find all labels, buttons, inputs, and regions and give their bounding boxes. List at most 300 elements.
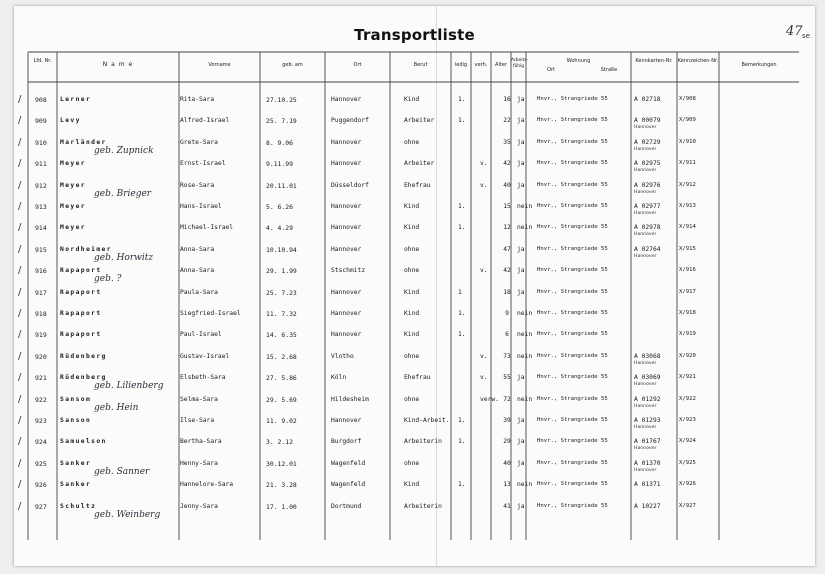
row-number: 921 — [35, 374, 47, 383]
check-mark-icon: / — [18, 436, 22, 448]
age: 35 — [503, 138, 511, 146]
header-wohnung-ort: Ort — [547, 67, 555, 73]
check-mark-icon: / — [18, 115, 22, 127]
id-card-number: A 02976 — [634, 181, 661, 189]
address: Hnvr., Strangriede 55 — [537, 352, 608, 359]
birth-date: 21. 3.28 — [266, 481, 297, 490]
page-title: Transportliste — [354, 26, 475, 44]
age: 73 — [503, 352, 511, 360]
surname: Rüdenberg — [60, 374, 107, 382]
table-row — [14, 92, 815, 114]
header-ledig: ledig — [454, 62, 468, 68]
birth-place: Hildesheim — [331, 395, 369, 403]
id-card-number: A 02764 — [634, 245, 661, 253]
address: Hnvr., Strangriede 55 — [537, 245, 608, 252]
birth-place: Wagenfeld — [331, 481, 366, 489]
mark-number: X/914 — [679, 224, 696, 231]
birth-date: 14. 6.35 — [266, 331, 297, 340]
occupation: Kind — [404, 96, 420, 103]
surname: Marländer — [60, 138, 107, 146]
row-number: 917 — [35, 288, 47, 297]
age: 42 — [503, 160, 511, 168]
address: Hnvr., Strangriede 55 — [537, 459, 608, 466]
row-number: 926 — [35, 481, 47, 490]
birth-date: 25. 7.23 — [266, 288, 297, 297]
age: 29 — [503, 438, 511, 446]
birth-place: Stschmitz — [331, 267, 366, 275]
table-row — [14, 477, 815, 499]
occupation: Ehefrau — [404, 181, 431, 189]
mark-number: X/912 — [679, 181, 696, 188]
address: Hnvr., Strangriede 55 — [537, 374, 608, 381]
given-name: Paul-Israel — [180, 331, 222, 339]
row-number: 925 — [35, 459, 47, 468]
birth-place: Hannover — [331, 96, 362, 103]
birth-place: Dortmund — [331, 502, 362, 510]
birth-place: Hannover — [331, 417, 362, 424]
fit-for-work: ja — [517, 96, 525, 103]
birth-date: 11. 9.02 — [266, 417, 297, 425]
mark-number: X/915 — [679, 245, 696, 252]
address: Hnvr., Strangriede 55 — [537, 138, 608, 145]
age: 15 — [503, 203, 511, 210]
single-mark: 1. — [458, 331, 466, 339]
id-card-number: A 02718 — [634, 96, 661, 103]
birth-place: Puggendorf — [331, 117, 369, 125]
mark-number: X/920 — [679, 352, 696, 359]
header-kennkarte: Kennkarten-Nr. — [635, 58, 673, 64]
married-mark: v. — [480, 267, 488, 275]
mark-number: X/916 — [679, 267, 696, 274]
handwritten-note: geb. Zupnick — [94, 145, 154, 156]
check-mark-icon: / — [18, 350, 22, 362]
birth-date: 29. 1.99 — [266, 267, 297, 276]
address: Hnvr., Strangriede 55 — [537, 331, 608, 338]
row-number: 919 — [35, 331, 47, 340]
surname: Meyer — [60, 160, 86, 168]
fit-for-work: ja — [517, 288, 525, 296]
mark-number: X/921 — [679, 374, 696, 381]
id-card-number: A 01767 — [634, 438, 661, 446]
birth-place: Wagenfeld — [331, 459, 366, 467]
single-mark: 1. — [458, 224, 466, 232]
fit-for-work: ja — [517, 374, 525, 382]
single-mark: 1. — [458, 203, 466, 210]
occupation: Kind — [404, 331, 420, 339]
check-mark-icon: / — [18, 158, 22, 170]
given-name: Elsbeth-Sara — [180, 374, 226, 382]
page-number-suffix: se — [802, 32, 810, 40]
header-alter: Alter — [495, 62, 507, 68]
given-name: Rita-Sara — [180, 96, 215, 103]
given-name: Jenny-Sara — [180, 502, 218, 510]
fit-for-work: nein — [517, 395, 533, 403]
id-card-number: A 03068 — [634, 352, 661, 360]
age: 41 — [503, 502, 511, 510]
check-mark-icon: / — [18, 457, 22, 469]
given-name: Henny-Sara — [180, 459, 218, 467]
age: 39 — [503, 417, 511, 424]
married-mark: v. — [480, 352, 488, 360]
row-number: 908 — [35, 96, 47, 104]
age: 13 — [503, 481, 511, 489]
birth-place: Köln — [331, 374, 347, 382]
id-card-issuer: Hannover — [634, 168, 657, 174]
table-row — [14, 220, 815, 242]
single-mark: 1. — [458, 481, 466, 489]
age: 18 — [503, 288, 511, 296]
age: 40 — [503, 181, 511, 189]
age: 42 — [503, 267, 511, 275]
header-geb: geb. am — [282, 62, 303, 68]
id-card-issuer: Hannover — [634, 211, 657, 216]
birth-place: Hannover — [331, 245, 362, 253]
table-row — [14, 499, 815, 521]
id-card-issuer: Hannover — [634, 146, 657, 152]
row-number: 920 — [35, 352, 47, 361]
mark-number: X/918 — [679, 310, 696, 316]
check-mark-icon: / — [18, 179, 22, 191]
birth-date: 11. 7.32 — [266, 310, 297, 318]
id-card-number: A 02978 — [634, 224, 661, 232]
occupation: ohne — [404, 459, 420, 467]
id-card-number: A 02729 — [634, 138, 661, 146]
header-name: N a m e — [102, 61, 134, 68]
given-name: Siegfried-Israel — [180, 310, 241, 317]
birth-date: 25. 7.19 — [266, 117, 297, 126]
surname: Rüdenberg — [60, 352, 107, 360]
age: 16 — [503, 96, 511, 103]
address: Hnvr., Strangriede 55 — [537, 417, 608, 423]
id-card-issuer: Hannover — [634, 446, 657, 452]
address: Hnvr., Strangriede 55 — [537, 310, 608, 316]
birth-place: Hannover — [331, 310, 362, 317]
surname: Meyer — [60, 181, 86, 189]
check-mark-icon: / — [18, 415, 22, 426]
married-mark: v. — [480, 160, 488, 168]
age: 47 — [503, 245, 511, 253]
given-name: Ilse-Sara — [180, 417, 215, 424]
header-lfd: Lfd. Nr. — [33, 58, 52, 64]
check-mark-icon: / — [18, 329, 22, 341]
age: 9 — [505, 310, 509, 317]
given-name: Anna-Sara — [180, 267, 215, 275]
occupation: ohne — [404, 352, 420, 360]
fit-for-work: ja — [517, 417, 525, 424]
mark-number: X/927 — [679, 502, 696, 509]
handwritten-note: geb. Brieger — [94, 188, 152, 199]
birth-place: Hannover — [331, 224, 362, 232]
table-row — [14, 242, 815, 264]
table-row — [14, 113, 815, 135]
row-number: 922 — [35, 395, 47, 404]
id-card-number: A 01292 — [634, 395, 661, 403]
address: Hnvr., Strangriede 55 — [537, 181, 608, 188]
mark-number: X/913 — [679, 203, 696, 209]
table-row — [14, 434, 815, 456]
single-mark: 1. — [458, 417, 466, 424]
birth-place: Hannover — [331, 203, 362, 210]
fit-for-work: ja — [517, 267, 525, 275]
occupation: Kind — [404, 203, 420, 210]
address: Hnvr., Strangriede 55 — [537, 160, 608, 167]
id-card-issuer: Hannover — [634, 467, 657, 473]
table-row — [14, 263, 815, 285]
surname: Rapaport — [60, 331, 102, 339]
address: Hnvr., Strangriede 55 — [537, 203, 608, 209]
table-row — [14, 178, 815, 200]
given-name: Rose-Sara — [180, 181, 215, 189]
row-number: 909 — [35, 117, 47, 126]
check-mark-icon: / — [18, 136, 22, 148]
address: Hnvr., Strangriede 55 — [537, 267, 608, 274]
birth-date: 9.11.99 — [266, 160, 293, 169]
table-row — [14, 306, 815, 328]
table-row — [14, 370, 815, 392]
id-card-issuer: Hannover — [634, 232, 657, 238]
id-card-number: A 02975 — [634, 160, 661, 168]
given-name: Michael-Israel — [180, 224, 234, 232]
header-arbeitsfaehig: Arbeits-fähig — [511, 58, 529, 69]
table-row — [14, 413, 815, 435]
surname: Meyer — [60, 203, 86, 210]
surname: Nordheimer — [60, 245, 112, 253]
occupation: Ehefrau — [404, 374, 431, 382]
birth-date: 30.12.01 — [266, 459, 297, 468]
header-wohnung-strasse: Straße — [600, 67, 618, 73]
fit-for-work: nein — [517, 481, 533, 489]
single-mark: 1. — [458, 117, 466, 125]
fit-for-work: ja — [517, 245, 525, 253]
id-card-issuer: Hannover — [634, 189, 657, 195]
mark-number: X/908 — [679, 96, 696, 102]
table-row — [14, 456, 815, 478]
birth-date: 4. 4.29 — [266, 224, 293, 233]
id-card-issuer: Hannover — [634, 253, 657, 259]
check-mark-icon: / — [18, 479, 22, 491]
fit-for-work: ja — [517, 160, 525, 168]
occupation: Kind-Arbeit. — [404, 417, 450, 424]
married-mark: verw. — [480, 395, 499, 403]
single-mark: 1 — [458, 288, 462, 296]
check-mark-icon: / — [18, 308, 22, 319]
birth-date: 27. 5.86 — [266, 374, 297, 383]
single-mark: 1. — [458, 96, 466, 103]
mark-number: X/923 — [679, 417, 696, 423]
mark-number: X/911 — [679, 160, 696, 167]
birth-date: 27.10.25 — [266, 96, 297, 104]
birth-place: Vlotho — [331, 352, 354, 360]
occupation: ohne — [404, 245, 420, 253]
check-mark-icon: / — [18, 201, 22, 212]
fit-for-work: nein — [517, 224, 533, 232]
birth-date: 3. 2.12 — [266, 438, 293, 447]
address: Hnvr., Strangriede 55 — [537, 288, 608, 295]
birth-place: Hannover — [331, 160, 362, 168]
occupation: ohne — [404, 395, 420, 403]
row-number: 914 — [35, 224, 47, 233]
mark-number: X/910 — [679, 138, 696, 145]
table-row — [14, 156, 815, 178]
given-name: Hans-Israel — [180, 203, 222, 210]
row-number: 918 — [35, 310, 47, 318]
id-card-issuer: Hannover — [634, 403, 657, 409]
birth-date: 29. 5.69 — [266, 395, 297, 404]
table-row — [14, 135, 815, 157]
header-verh: verh. — [474, 62, 488, 68]
surname: Sansom — [60, 395, 92, 403]
header-ort: Ort — [353, 62, 362, 68]
check-mark-icon: / — [18, 94, 22, 105]
id-card-number: A 02977 — [634, 203, 661, 210]
surname: Sanson — [60, 417, 92, 424]
fit-for-work: ja — [517, 181, 525, 189]
handwritten-note: geb. Horwitz — [94, 252, 154, 263]
occupation: Kind — [404, 224, 420, 232]
row-number: 915 — [35, 245, 47, 254]
mark-number: X/925 — [679, 459, 696, 466]
fit-for-work: nein — [517, 331, 533, 339]
check-mark-icon: / — [18, 372, 22, 384]
birth-place: Hannover — [331, 288, 362, 296]
id-card-number: A 01370 — [634, 459, 661, 467]
handwritten-note: geb. Weinberg — [94, 509, 161, 520]
table-row — [14, 327, 815, 349]
fit-for-work: ja — [517, 117, 525, 125]
header-wohnung: Wohnung — [566, 58, 591, 64]
id-card-number: A 03069 — [634, 374, 661, 382]
fit-for-work: nein — [517, 352, 533, 360]
age: 40 — [503, 459, 511, 467]
surname: Schultz — [60, 502, 97, 510]
fit-for-work: ja — [517, 138, 525, 146]
birth-date: 17. 1.00 — [266, 502, 297, 511]
age: 72 — [503, 395, 511, 403]
birth-date: 8. 9.06 — [266, 138, 293, 147]
given-name: Ernst-Israel — [180, 160, 226, 168]
occupation: Arbeiterin — [404, 502, 442, 510]
handwritten-note: geb. Sanner — [94, 466, 150, 477]
row-number: 924 — [35, 438, 47, 447]
check-mark-icon: / — [18, 265, 22, 277]
header-beruf: Beruf — [413, 62, 428, 68]
occupation: Arbeiter — [404, 160, 435, 168]
single-mark: 1. — [458, 438, 466, 446]
fit-for-work: nein — [517, 310, 533, 317]
surname: Meyer — [60, 224, 86, 232]
fit-for-work: ja — [517, 459, 525, 467]
surname: Sanker — [60, 459, 92, 467]
married-mark: v. — [480, 374, 488, 382]
mark-number: X/909 — [679, 117, 696, 124]
address: Hnvr., Strangriede 55 — [537, 117, 608, 124]
given-name: Grete-Sara — [180, 138, 218, 146]
address: Hnvr., Strangriede 55 — [537, 395, 608, 402]
surname: Levy — [60, 117, 81, 125]
id-card-issuer: Hannover — [634, 425, 657, 430]
transport-list-sheet — [14, 6, 815, 566]
given-name: Paula-Sara — [180, 288, 218, 296]
row-number: 911 — [35, 160, 47, 169]
single-mark: 1. — [458, 310, 466, 317]
birth-place: Hannover — [331, 331, 362, 339]
id-card-issuer: Hannover — [634, 360, 657, 366]
handwritten-note: geb. Lilienberg — [94, 381, 164, 392]
occupation: Arbeiter — [404, 117, 435, 125]
id-card-issuer: Hannover — [634, 382, 657, 388]
check-mark-icon: / — [18, 222, 22, 234]
table-row — [14, 349, 815, 371]
fit-for-work: ja — [517, 438, 525, 446]
age: 12 — [503, 224, 511, 232]
surname: Lerner — [60, 96, 92, 103]
id-card-number: A 00079 — [634, 117, 661, 125]
header-bemerkungen: Bemerkungen — [741, 62, 777, 68]
surname: Rapaport — [60, 267, 102, 275]
row-number: 916 — [35, 267, 47, 276]
occupation: Kind — [404, 481, 420, 489]
mark-number: X/924 — [679, 438, 696, 445]
given-name: Alfred-Israel — [180, 117, 230, 125]
row-number: 923 — [35, 417, 47, 425]
birth-date: 5. 6.26 — [266, 203, 293, 211]
age: 6 — [505, 331, 509, 339]
id-card-issuer: Hannover — [634, 125, 657, 131]
check-mark-icon: / — [18, 243, 22, 255]
check-mark-icon: / — [18, 286, 22, 298]
check-mark-icon: / — [18, 500, 22, 512]
given-name: Hannelore-Sara — [180, 481, 234, 489]
given-name: Gustav-Israel — [180, 352, 230, 360]
check-mark-icon: / — [18, 393, 22, 405]
fit-for-work: ja — [517, 502, 525, 510]
age: 22 — [503, 117, 511, 125]
row-number: 927 — [35, 502, 47, 511]
mark-number: X/922 — [679, 395, 696, 402]
birth-date: 10.10.94 — [266, 245, 297, 254]
header-kennzeichen: Kennzeichen-Nr. — [677, 58, 719, 64]
id-card-number: A 10227 — [634, 502, 661, 510]
surname: Sanker — [60, 481, 92, 489]
married-mark: v. — [480, 181, 488, 189]
occupation: Kind — [404, 310, 420, 317]
age: 55 — [503, 374, 511, 382]
birth-place: Düsseldorf — [331, 181, 369, 189]
occupation: Kind — [404, 288, 420, 296]
birth-place: Hannover — [331, 138, 362, 146]
id-card-number: A 01293 — [634, 417, 661, 424]
address: Hnvr., Strangriede 55 — [537, 224, 608, 231]
occupation: ohne — [404, 267, 420, 275]
fit-for-work: nein — [517, 203, 533, 210]
row-number: 913 — [35, 203, 47, 211]
address: Hnvr., Strangriede 55 — [537, 481, 608, 488]
birth-date: 15. 2.68 — [266, 352, 297, 361]
birth-date: 20.11.01 — [266, 181, 297, 190]
handwritten-note: geb. Hein — [94, 402, 139, 413]
row-number: 910 — [35, 138, 47, 147]
handwritten-note: geb. ? — [94, 274, 122, 285]
mark-number: X/919 — [679, 331, 696, 338]
mark-number: X/917 — [679, 288, 696, 295]
surname: Rapaport — [60, 288, 102, 296]
occupation: ohne — [404, 138, 420, 146]
given-name: Bertha-Sara — [180, 438, 222, 446]
occupation: Arbeiterin — [404, 438, 442, 446]
table-row — [14, 392, 815, 414]
page-number: 47 — [786, 24, 803, 39]
mark-number: X/926 — [679, 481, 696, 488]
